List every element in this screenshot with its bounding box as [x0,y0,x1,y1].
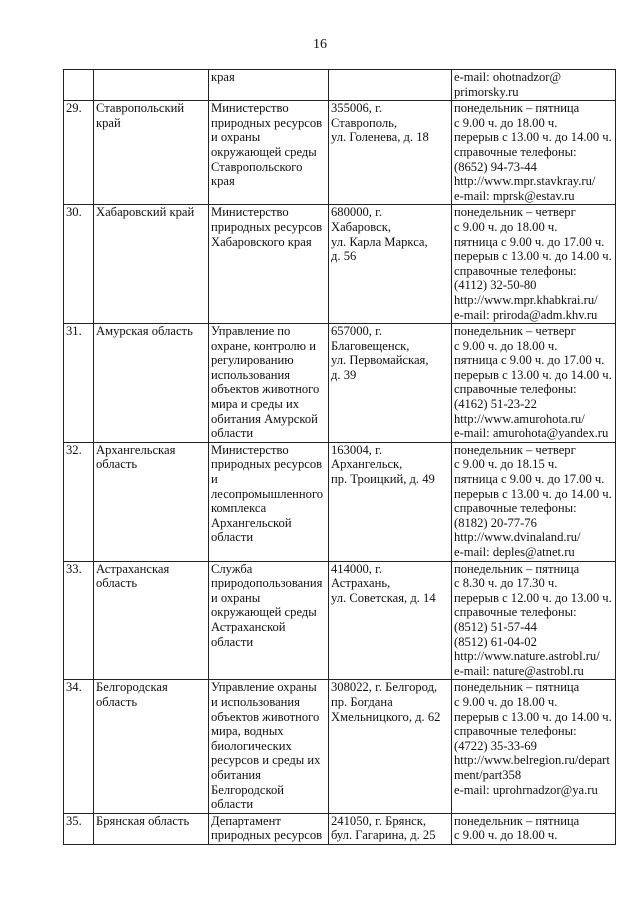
organization-line: использования [211,367,291,382]
contact-info-line: пятница с 9.00 ч. до 17.00 ч. [454,472,605,487]
contact-info-line: пятница с 9.00 ч. до 17.00 ч. [454,234,605,249]
region-line: область [96,576,138,591]
organization-line: окружающей среды [211,605,317,620]
contact-info-line: понедельник – четверг [454,442,576,457]
organization-line: Министерство [211,101,289,116]
contact-info-cell [452,680,616,813]
contact-info-line: понедельник – четверг [454,205,576,220]
region-cell [94,101,209,205]
contact-info-line: http://www.amurohota.ru/ [454,411,585,426]
contact-info-line: понедельник – четверг [454,324,576,339]
contact-info-line: с 9.00 ч. до 18.00 ч. [454,338,558,353]
organization-line: Архангельской [211,515,292,530]
contact-info-line: http://www.nature.astrobl.ru/ [454,649,600,664]
address-line: 414000, г. [331,561,382,576]
region-cell [94,70,209,101]
organization-line: области [211,634,254,649]
contacts-table [63,69,616,845]
organization-line: природных ресурсов [211,219,323,234]
organization-cell [209,813,329,844]
row-number: 33. [66,561,82,576]
contact-info-line: e-mail: ohotnadzor@ [454,70,562,84]
organization-line: природных ресурсов [211,828,323,843]
organization-cell [209,101,329,205]
contact-info-line: (8512) 61-04-02 [454,634,537,649]
contact-info-line: с 9.00 ч. до 18.00 ч. [454,219,558,234]
address-line: д. 56 [331,249,357,264]
organization-line: Министерство [211,442,289,457]
address-line: Ставрополь, [331,115,398,130]
row-number-cell [64,680,94,813]
address-line: ул. Карла Маркса, [331,234,428,249]
contact-info-line: справочные телефоны: [454,263,577,278]
organization-line: Управление охраны [211,680,317,695]
organization-line: Хабаровского края [211,234,312,249]
contact-info-line: (4112) 32-50-80 [454,278,537,293]
organization-line: ресурсов и среды их [211,753,321,768]
row-number-cell [64,101,94,205]
organization-line: лесопромышленного [211,486,324,501]
row-number-cell [64,324,94,443]
organization-cell [209,205,329,324]
address-cell [329,101,452,205]
address-line: д. 39 [331,367,357,382]
address-line: Архангельск, [331,457,403,472]
contact-info-line: с 9.00 ч. до 18.15 ч. [454,457,558,472]
contact-info-line: понедельник – пятница [454,813,580,828]
address-cell [329,680,452,813]
contact-info-line: справочные телефоны: [454,605,577,620]
region-line: область [96,694,138,709]
address-line: Хабаровск, [331,219,392,234]
row-number-cell [64,70,94,101]
organization-cell [209,324,329,443]
row-number: 34. [66,680,82,695]
page-number: 16 [313,37,327,52]
contact-info-line: справочные телефоны: [454,724,577,739]
contact-info-line: понедельник – пятница [454,680,580,695]
organization-cell [209,680,329,813]
address-line: 657000, г. [331,324,382,339]
contact-info-line: понедельник – пятница [454,561,580,576]
region-line: область [96,457,138,472]
contact-info-cell [452,70,616,101]
contact-info-line: перерыв с 13.00 ч. до 14.00 ч. [454,709,612,724]
contact-info-line: перерыв с 13.00 ч. до 14.00 ч. [454,130,612,145]
contact-info-line: e-mail: nature@astrobl.ru [454,663,584,678]
organization-line: окружающей среды [211,144,317,159]
contact-info-line: e-mail: amurohota@yandex.ru [454,426,609,441]
contact-info-cell [452,324,616,443]
contact-info-line: (8512) 51-57-44 [454,619,537,634]
address-cell [329,442,452,561]
contact-info-line: с 9.00 ч. до 18.00 ч. [454,828,558,843]
region-line: Амурская область [96,324,193,339]
contact-info-line: http://www.mpr.khabkrai.ru/ [454,292,598,307]
contact-info-line: перерыв с 13.00 ч. до 14.00 ч. [454,367,612,382]
contact-info-line: e-mail: mprsk@estav.ru [454,188,575,203]
region-cell [94,205,209,324]
table-row [64,561,616,680]
contact-info-line: (8652) 94-73-44 [454,159,537,174]
organization-line: области [211,530,254,545]
region-cell [94,680,209,813]
address-line: ул. Голенева, д. 18 [331,130,429,145]
address-cell [329,324,452,443]
organization-line: края [211,70,235,84]
row-number-cell [64,561,94,680]
organization-line: обитания Амурской [211,411,318,426]
region-line: край [96,115,121,130]
address-cell [329,561,452,680]
organization-line: области [211,797,254,812]
region-line: Архангельская [96,442,176,457]
organization-line: объектов животного [211,709,320,724]
address-line: ул. Советская, д. 14 [331,590,436,605]
row-number-cell [64,813,94,844]
organization-line: и использования [211,694,300,709]
table-row [64,205,616,324]
contact-info-line: e-mail: priroda@adm.khv.ru [454,307,598,322]
address-line: Астрахань, [331,576,391,591]
contact-info-line: справочные телефоны: [454,382,577,397]
organization-line: охране, контролю и [211,338,316,353]
organization-line: области [211,426,254,441]
organization-line: и охраны [211,130,261,145]
organization-cell [209,70,329,101]
organization-line: Ставропольского [211,159,303,174]
address-line: 163004, г. [331,442,382,457]
table-row [64,101,616,205]
contact-info-cell [452,561,616,680]
organization-line: мира, водных [211,724,284,739]
organization-line: Управление по [211,324,291,339]
region-cell [94,442,209,561]
contact-info-line: primorsky.ru [454,84,519,99]
organization-line: природопользования [211,576,323,591]
organization-line: регулированию [211,353,294,368]
address-line: 241050, г. Брянск, [331,813,427,828]
contact-info-line: с 9.00 ч. до 18.00 ч. [454,115,558,130]
table-row [64,324,616,443]
organization-line: природных ресурсов [211,457,323,472]
organization-line: обитания [211,767,261,782]
organization-line: комплекса [211,501,267,516]
address-line: 680000, г. [331,205,382,220]
row-number-cell [64,205,94,324]
row-number: 35. [66,813,82,828]
table-row [64,442,616,561]
contact-info-cell [452,442,616,561]
row-number: 31. [66,324,82,339]
contact-info-line: перерыв с 13.00 ч. до 14.00 ч. [454,249,612,264]
table-body [64,70,616,845]
region-line: Брянская область [96,813,190,828]
region-line: Хабаровский край [96,205,195,220]
address-line: Хмельницкого, д. 62 [331,709,441,724]
contact-info-line: справочные телефоны: [454,144,577,159]
organization-line: Астраханской [211,619,286,634]
address-line: пр. Богдана [331,694,393,709]
organization-line: биологических [211,738,292,753]
organization-line: Белгородской [211,782,284,797]
address-cell [329,70,452,101]
contact-info-line: e-mail: uprohrnadzor@ya.ru [454,782,598,797]
organization-cell [209,561,329,680]
row-number: 30. [66,205,82,220]
contact-info-cell [452,813,616,844]
address-line: 308022, г. Белгород, [331,680,438,695]
contact-info-line: http://www.dvinaland.ru/ [454,530,581,545]
address-line: 355006, г. [331,101,382,116]
table-row [64,70,616,101]
contact-info-cell [452,101,616,205]
contact-info-line: http://www.belregion.ru/depart [454,753,610,768]
contact-info-line: ment/part358 [454,767,522,782]
contact-info-line: пятница с 9.00 ч. до 17.00 ч. [454,353,605,368]
contact-info-line: перерыв с 12.00 ч. до 13.00 ч. [454,590,612,605]
region-cell [94,561,209,680]
table-row [64,813,616,844]
address-line: пр. Троицкий, д. 49 [331,472,435,487]
address-line: бул. Гагарина, д. 25 [331,828,436,843]
organization-line: и [211,472,218,487]
region-line: Ставропольский [96,101,185,116]
contact-info-line: (8182) 20-77-76 [454,515,537,530]
region-line: Белгородская [96,680,168,695]
region-line: Астраханская [96,561,170,576]
contact-info-line: e-mail: deples@atnet.ru [454,545,575,559]
address-cell [329,813,452,844]
organization-line: края [211,174,235,189]
row-number-cell [64,442,94,561]
organization-line: мира и среды их [211,397,299,412]
region-cell [94,324,209,443]
contact-info-line: (4722) 35-33-69 [454,738,537,753]
organization-line: природных ресурсов [211,115,323,130]
organization-line: объектов животного [211,382,320,397]
organization-line: Министерство [211,205,289,220]
contact-info-line: (4162) 51-23-22 [454,397,537,412]
row-number: 29. [66,101,82,116]
address-line: Благовещенск, [331,338,410,353]
contact-info-cell [452,205,616,324]
organization-line: Департамент [211,813,281,828]
organization-cell [209,442,329,561]
contact-info-line: перерыв с 13.00 ч. до 14.00 ч. [454,486,612,501]
contact-info-line: понедельник – пятница [454,101,580,116]
contact-info-line: с 9.00 ч. до 18.00 ч. [454,694,558,709]
organization-line: Служба [211,561,253,576]
row-number: 32. [66,442,82,457]
contact-info-line: с 8.30 ч. до 17.30 ч. [454,576,558,591]
contact-info-line: http://www.mpr.stavkray.ru/ [454,174,596,189]
address-line: ул. Первомайская, [331,353,429,368]
contact-info-line: справочные телефоны: [454,501,577,516]
organization-line: и охраны [211,590,261,605]
address-cell [329,205,452,324]
region-cell [94,813,209,844]
table-row [64,680,616,813]
